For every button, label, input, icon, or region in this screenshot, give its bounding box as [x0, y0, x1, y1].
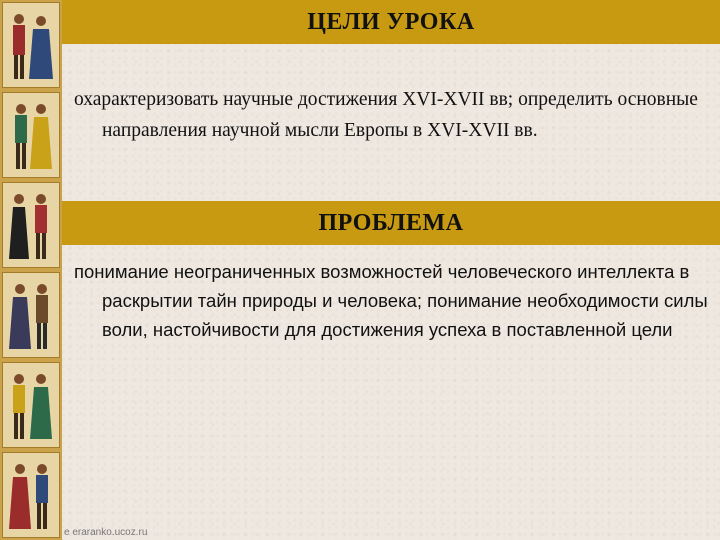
problem-text: понимание неограниченных возможностей человеческого интеллекта в раскрытии тайн природы и человека; понимание необходимости силы воли, настойчивости для достижения успеха в поставленной цели — [74, 261, 708, 340]
renaissance-figures-icon — [2, 452, 60, 538]
renaissance-figures-icon — [2, 182, 60, 268]
watermark: e eraranko.ucoz.ru — [64, 527, 148, 538]
problem-title: ПРОБЛЕМА — [318, 209, 464, 236]
figures-sidebar — [0, 0, 62, 540]
renaissance-figures-icon — [2, 92, 60, 178]
renaissance-figures-icon — [2, 2, 60, 88]
renaissance-figures-icon — [2, 272, 60, 358]
goals-text: охарактеризовать научные достижения XVI-XVII вв; определить основные направления научной мысли Европы в XVI-XVII вв. — [74, 89, 698, 141]
problem-header — [62, 201, 720, 245]
slide-content — [62, 0, 720, 540]
renaissance-figures-icon — [2, 362, 60, 448]
goals-title: ЦЕЛИ УРОКА — [307, 8, 475, 35]
goals-header — [62, 0, 720, 44]
